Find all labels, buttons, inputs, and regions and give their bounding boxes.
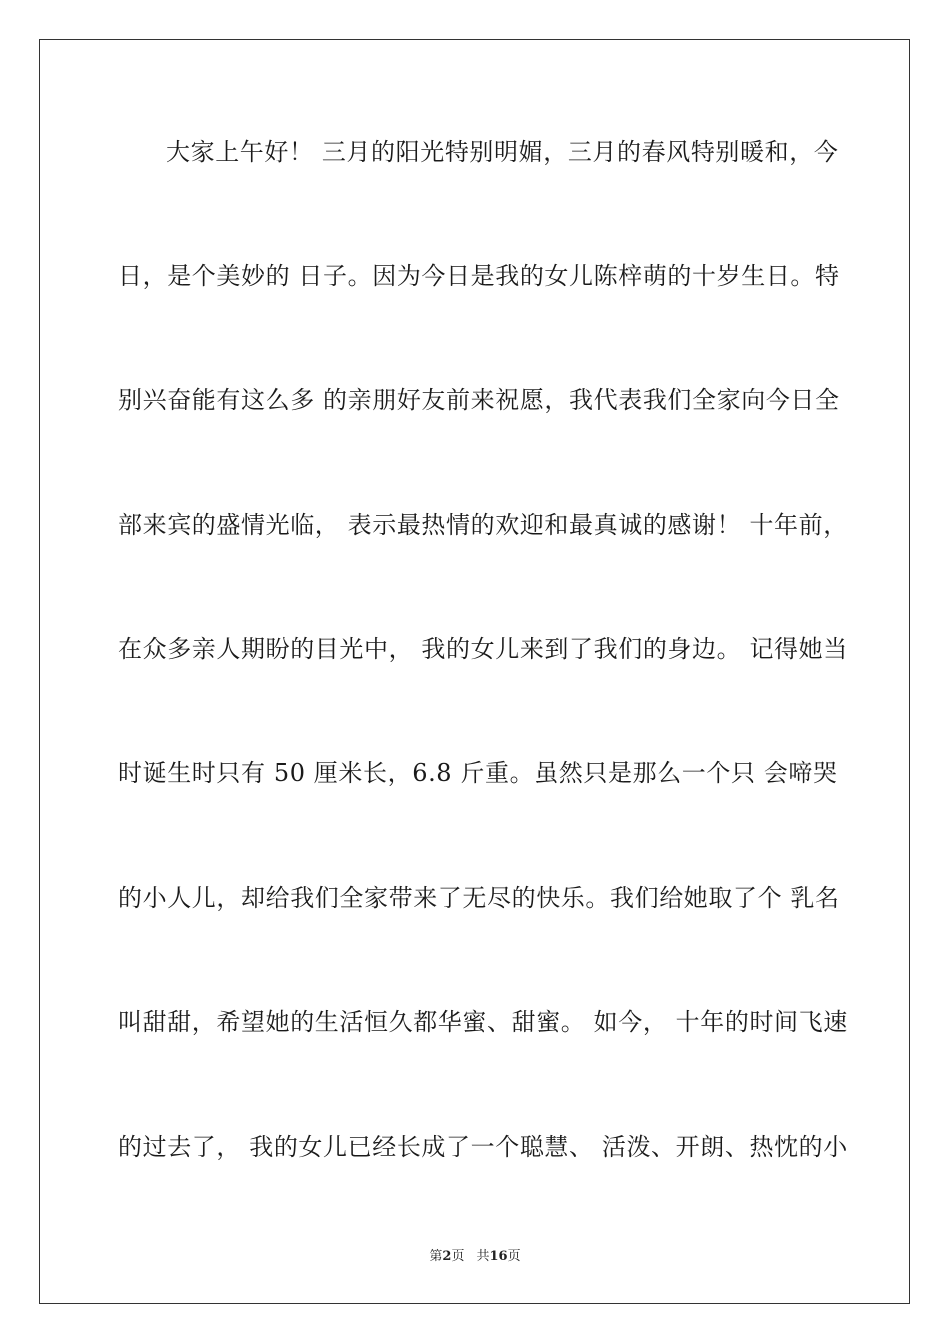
text-line: 大家上午好！ 三月的阳光特别明媚，三月的春风特别暖和，今 [166,138,839,166]
text-line: 的过去了， 我的女儿已经长成了一个聪慧、 活泼、开朗、热忱的小 [118,1133,848,1161]
page-border [39,39,910,1304]
text-line: 日，是个美妙的 日子。因为今日是我的女儿陈梓萌的十岁生日。特 [118,262,840,290]
text-line: 叫甜甜，希望她的生活恒久都华蜜、甜蜜。 如今， 十年的时间飞速 [118,1008,848,1036]
text-line: 时诞生时只有 50 厘米长，6.8 斤重。虽然只是那么一个只 会啼哭 [118,759,838,787]
page-current: 2 [442,1249,452,1264]
text-line: 在众多亲人期盼的目光中， 我的女儿来到了我们的身边。 记得她当 [118,635,848,663]
page-label-suffix: 页 [451,1249,465,1264]
total-label-prefix: 共 [476,1249,490,1264]
total-label-suffix: 页 [507,1249,521,1264]
text-line: 的小人儿，却给我们全家带来了无尽的快乐。我们给她取了个 乳名 [118,884,840,912]
text-line: 部来宾的盛情光临， 表示最热情的欢迎和最真诚的感谢！ 十年前， [118,511,848,539]
text-line: 别兴奋能有这么多 的亲朋好友前来祝愿，我代表我们全家向今日全 [118,386,840,414]
page-total: 16 [489,1249,508,1264]
page-footer [0,1249,950,1265]
page-label-prefix: 第 [429,1249,443,1264]
